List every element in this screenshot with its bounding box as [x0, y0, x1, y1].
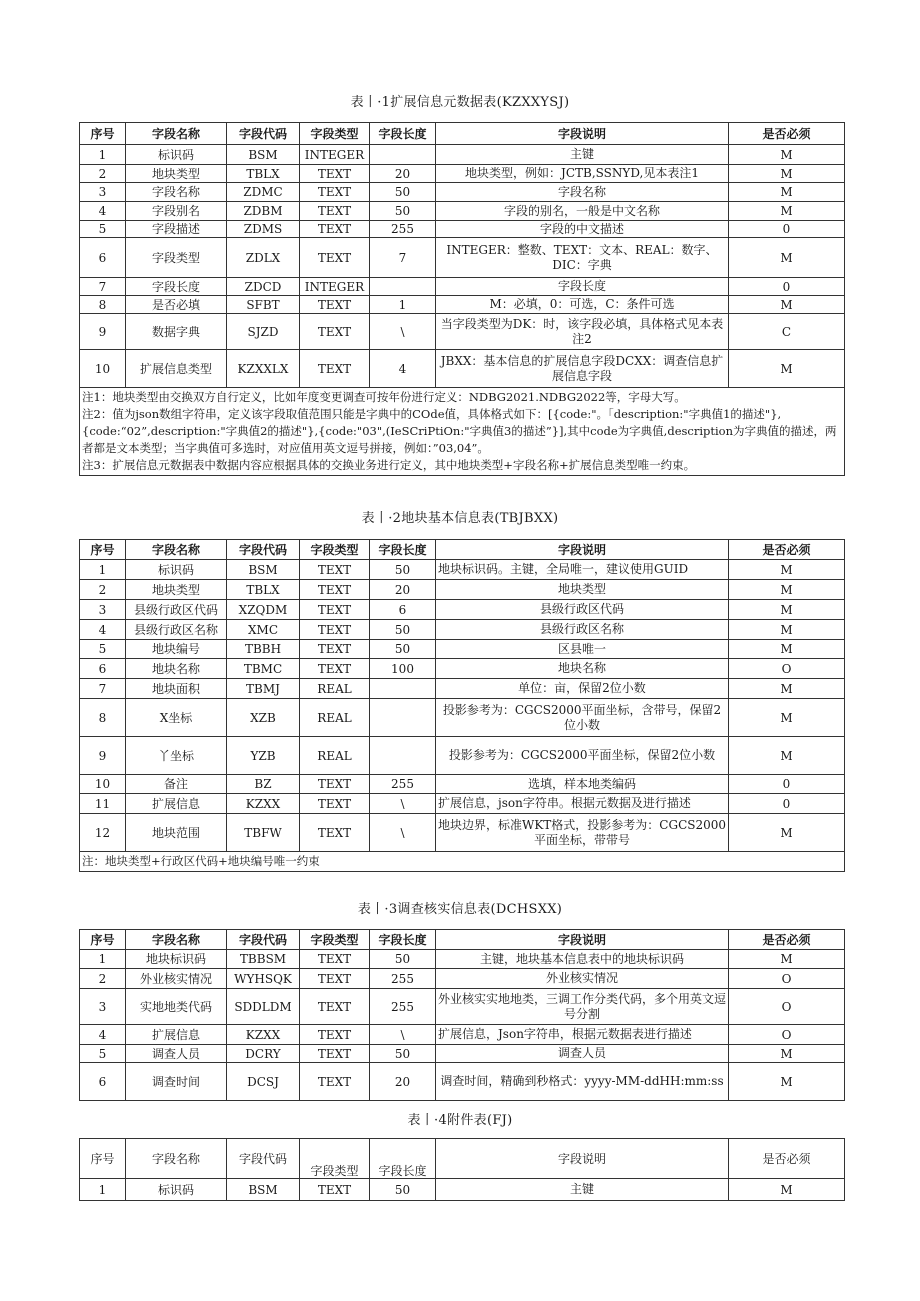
- parcel-basic-info-table: [79, 539, 845, 872]
- cell-description: 调查人员: [436, 1045, 729, 1063]
- cell-code: YZB: [227, 737, 300, 775]
- cell-length: 50: [370, 620, 436, 640]
- notes-row: [80, 388, 845, 476]
- header-cell: 字段长度: [370, 1139, 436, 1179]
- cell-length: 255: [370, 775, 436, 794]
- cell-type: REAL: [300, 679, 370, 699]
- cell-code: TBBSM: [227, 950, 300, 969]
- cell-code: KZXXLX: [227, 350, 300, 388]
- table-row: [80, 1025, 845, 1045]
- cell-required: M: [729, 580, 845, 600]
- cell-description: 区县唯一: [436, 640, 729, 659]
- table-row: [80, 989, 845, 1025]
- cell-type: TEXT: [300, 1025, 370, 1045]
- cell-code: KZXX: [227, 1025, 300, 1045]
- cell-type: TEXT: [300, 1179, 370, 1201]
- cell-index: 5: [80, 1045, 126, 1063]
- cell-name: 丫坐标: [126, 737, 227, 775]
- table-row: [80, 814, 845, 852]
- cell-code: DCSJ: [227, 1063, 300, 1101]
- cell-index: 6: [80, 659, 126, 679]
- cell-type: TEXT: [300, 775, 370, 794]
- cell-required: M: [729, 950, 845, 969]
- cell-required: M: [729, 699, 845, 737]
- cell-required: O: [729, 969, 845, 989]
- cell-name: 地块面积: [126, 679, 227, 699]
- cell-length: 50: [370, 202, 436, 221]
- header-cell: 序号: [80, 540, 126, 560]
- table-row: [80, 640, 845, 659]
- table-row: [80, 659, 845, 679]
- cell-code: BZ: [227, 775, 300, 794]
- table4-caption: 表丨·4附件表(FJ): [407, 1113, 513, 1128]
- cell-type: TEXT: [300, 314, 370, 350]
- header-cell: 字段代码: [227, 1139, 300, 1179]
- header-cell: 字段类型: [300, 540, 370, 560]
- cell-required: C: [729, 314, 845, 350]
- cell-description: 单位：亩，保留2位小数: [436, 679, 729, 699]
- cell-length: [370, 278, 436, 296]
- table1-caption: 表丨·1扩展信息元数据表(KZXXYSJ): [350, 95, 570, 110]
- table-row: [80, 314, 845, 350]
- cell-required: M: [729, 183, 845, 202]
- cell-code: XZQDM: [227, 600, 300, 620]
- metadata-table: [79, 122, 845, 476]
- cell-code: SFBT: [227, 296, 300, 314]
- cell-name: 地块范围: [126, 814, 227, 852]
- header-cell: 是否必须: [729, 1139, 845, 1179]
- cell-description: INTEGER：整数、TEXT：文本、REAL：数字、DIC：字典: [436, 238, 729, 278]
- cell-description: 外业核实情况: [436, 969, 729, 989]
- cell-type: TEXT: [300, 1045, 370, 1063]
- cell-description: 主键: [436, 145, 729, 165]
- cell-length: 50: [370, 1179, 436, 1201]
- table-row: [80, 737, 845, 775]
- cell-length: 100: [370, 659, 436, 679]
- cell-description: 主键: [436, 1179, 729, 1201]
- table-row: [80, 1179, 845, 1201]
- cell-type: TEXT: [300, 969, 370, 989]
- cell-name: 县级行政区名称: [126, 620, 227, 640]
- cell-length: [370, 145, 436, 165]
- cell-type: TEXT: [300, 640, 370, 659]
- cell-required: 0: [729, 775, 845, 794]
- cell-index: 11: [80, 794, 126, 814]
- cell-index: 8: [80, 296, 126, 314]
- cell-length: 255: [370, 221, 436, 238]
- cell-type: TEXT: [300, 1063, 370, 1101]
- table-row: [80, 183, 845, 202]
- cell-index: 10: [80, 350, 126, 388]
- cell-index: 6: [80, 238, 126, 278]
- cell-name: 数据字典: [126, 314, 227, 350]
- cell-required: O: [729, 1025, 845, 1045]
- table-row: [80, 1063, 845, 1101]
- cell-name: 地块名称: [126, 659, 227, 679]
- cell-description: 县级行政区代码: [436, 600, 729, 620]
- cell-code: TBFW: [227, 814, 300, 852]
- cell-name: 调查时间: [126, 1063, 227, 1101]
- cell-required: M: [729, 350, 845, 388]
- cell-required: M: [729, 600, 845, 620]
- header-row: [80, 540, 845, 560]
- cell-index: 2: [80, 165, 126, 183]
- cell-name: 字段长度: [126, 278, 227, 296]
- cell-name: 标识码: [126, 1179, 227, 1201]
- cell-code: SJZD: [227, 314, 300, 350]
- cell-required: M: [729, 814, 845, 852]
- cell-type: TEXT: [300, 296, 370, 314]
- cell-index: 4: [80, 202, 126, 221]
- header-cell: 字段长度: [370, 123, 436, 145]
- cell-required: M: [729, 1179, 845, 1201]
- header-cell: 是否必须: [729, 123, 845, 145]
- header-cell: 字段代码: [227, 540, 300, 560]
- notes-row: [80, 852, 845, 872]
- table-row: [80, 699, 845, 737]
- header-cell: 是否必须: [729, 540, 845, 560]
- cell-length: \: [370, 1025, 436, 1045]
- cell-required: M: [729, 620, 845, 640]
- cell-required: M: [729, 1063, 845, 1101]
- cell-name: 字段别名: [126, 202, 227, 221]
- cell-required: M: [729, 679, 845, 699]
- cell-name: 地块编号: [126, 640, 227, 659]
- cell-description: 字段名称: [436, 183, 729, 202]
- cell-name: 调查人员: [126, 1045, 227, 1063]
- cell-index: 3: [80, 183, 126, 202]
- table-row: [80, 238, 845, 278]
- table-row: [80, 580, 845, 600]
- cell-name: 是否必填: [126, 296, 227, 314]
- cell-type: TEXT: [300, 580, 370, 600]
- cell-code: TBBH: [227, 640, 300, 659]
- cell-index: 2: [80, 969, 126, 989]
- cell-description: 扩展信息，Json字符串，根据元数据表进行描述: [436, 1025, 729, 1045]
- table-row: [80, 296, 845, 314]
- cell-description: 投影参考为：CGCS2000平面坐标，含带号，保留2位小数: [436, 699, 729, 737]
- cell-description: 地块类型，例如：JCTB,SSNYD,见本表注1: [436, 165, 729, 183]
- table-row: [80, 165, 845, 183]
- cell-name: 字段类型: [126, 238, 227, 278]
- cell-name: 字段名称: [126, 183, 227, 202]
- cell-index: 12: [80, 814, 126, 852]
- cell-type: TEXT: [300, 238, 370, 278]
- cell-description: 字段的别名，一般是中文名称: [436, 202, 729, 221]
- cell-required: 0: [729, 278, 845, 296]
- cell-index: 1: [80, 560, 126, 580]
- cell-code: BSM: [227, 560, 300, 580]
- cell-required: 0: [729, 794, 845, 814]
- cell-length: 50: [370, 560, 436, 580]
- header-row: [80, 1139, 845, 1179]
- cell-description: 地块类型: [436, 580, 729, 600]
- cell-type: TEXT: [300, 794, 370, 814]
- cell-length: 20: [370, 580, 436, 600]
- attachment-table: [79, 1138, 845, 1201]
- table2-caption: 表丨·2地块基本信息表(TBJBXX): [361, 511, 559, 526]
- cell-type: REAL: [300, 737, 370, 775]
- note-2: 注2：值为json数组字符串，定义该字段取值范围只能是字典中的COde值，具体格式如下：[{code:"。「description:"字典值1的描述"},{code:“02”,description:"字典值2的描述"},{code:"03",(IeSCriPtiOn:"字典值3的描述”}],其中code为字典值,description为字典值的描述，两者都是文本类型；当字典值可多选时，对应值用英文逗号拼接，例如：”03,04”。: [82, 407, 837, 455]
- cell-index: 7: [80, 278, 126, 296]
- cell-type: REAL: [300, 699, 370, 737]
- header-cell: 字段名称: [126, 123, 227, 145]
- cell-name: 地块类型: [126, 580, 227, 600]
- cell-length: [370, 679, 436, 699]
- cell-type: TEXT: [300, 350, 370, 388]
- table-row: [80, 969, 845, 989]
- cell-length: [370, 737, 436, 775]
- cell-name: 备注: [126, 775, 227, 794]
- cell-index: 5: [80, 640, 126, 659]
- cell-index: 7: [80, 679, 126, 699]
- cell-length: 4: [370, 350, 436, 388]
- cell-description: 当字段类型为DK：时，该字段必填，具体格式见本表注2: [436, 314, 729, 350]
- cell-name: 扩展信息类型: [126, 350, 227, 388]
- cell-required: M: [729, 560, 845, 580]
- cell-name: 扩展信息: [126, 1025, 227, 1045]
- cell-type: TEXT: [300, 183, 370, 202]
- cell-required: O: [729, 989, 845, 1025]
- notes-cell: [80, 388, 845, 476]
- cell-required: M: [729, 737, 845, 775]
- table-row: [80, 950, 845, 969]
- cell-type: INTEGER: [300, 278, 370, 296]
- table-row: [80, 145, 845, 165]
- header-cell: 字段名称: [126, 930, 227, 950]
- note-3: 注3：扩展信息元数据表中数据内容应根据具体的交换业务进行定义，其中地块类型+字段名称+扩展信息类型唯一约束。: [82, 458, 696, 472]
- cell-description: 县级行政区名称: [436, 620, 729, 640]
- table-row: [80, 202, 845, 221]
- cell-name: 扩展信息: [126, 794, 227, 814]
- cell-type: TEXT: [300, 165, 370, 183]
- cell-type: TEXT: [300, 221, 370, 238]
- cell-description: 字段长度: [436, 278, 729, 296]
- cell-index: 2: [80, 580, 126, 600]
- table-row: [80, 221, 845, 238]
- table-row: [80, 1045, 845, 1063]
- cell-length: 20: [370, 1063, 436, 1101]
- cell-description: 调查时间，精确到秒格式：yyyy-MM-ddHH:mm:ss: [436, 1063, 729, 1101]
- cell-required: M: [729, 640, 845, 659]
- cell-description: 投影参考为：CGCS2000平面坐标，保留2位小数: [436, 737, 729, 775]
- header-cell: 序号: [80, 1139, 126, 1179]
- cell-description: M：必填，0：可选，C：条件可选: [436, 296, 729, 314]
- cell-index: 5: [80, 221, 126, 238]
- cell-length: 6: [370, 600, 436, 620]
- cell-index: 1: [80, 1179, 126, 1201]
- table-row: [80, 600, 845, 620]
- cell-required: M: [729, 165, 845, 183]
- header-cell: 是否必须: [729, 930, 845, 950]
- header-row: [80, 930, 845, 950]
- cell-length: 7: [370, 238, 436, 278]
- cell-code: ZDBM: [227, 202, 300, 221]
- cell-code: ZDLX: [227, 238, 300, 278]
- cell-name: 标识码: [126, 145, 227, 165]
- cell-required: M: [729, 296, 845, 314]
- cell-length: \: [370, 814, 436, 852]
- header-cell: 字段类型: [300, 123, 370, 145]
- cell-description: 地块名称: [436, 659, 729, 679]
- header-row: [80, 123, 845, 145]
- cell-required: M: [729, 145, 845, 165]
- header-cell: 字段说明: [436, 540, 729, 560]
- cell-index: 8: [80, 699, 126, 737]
- table-row: [80, 794, 845, 814]
- cell-type: TEXT: [300, 989, 370, 1025]
- header-cell: 字段说明: [436, 1139, 729, 1179]
- cell-description: JBXX：基本信息的扩展信息字段DCXX：调查信息扩展信息字段: [436, 350, 729, 388]
- cell-type: TEXT: [300, 560, 370, 580]
- cell-name: X坐标: [126, 699, 227, 737]
- header-cell: 字段类型: [300, 930, 370, 950]
- cell-code: BSM: [227, 1179, 300, 1201]
- cell-length: [370, 699, 436, 737]
- cell-index: 3: [80, 989, 126, 1025]
- header-cell: 字段说明: [436, 123, 729, 145]
- cell-code: WYHSQK: [227, 969, 300, 989]
- cell-length: 50: [370, 950, 436, 969]
- header-cell: 字段长度: [370, 540, 436, 560]
- note-1: 注1：地块类型由交换双方自行定义，比如年度变更调查可按年份进行定义：NDBG2021.NDBG2022等，字母大写。: [82, 390, 686, 404]
- cell-code: ZDCD: [227, 278, 300, 296]
- cell-name: 地块类型: [126, 165, 227, 183]
- cell-required: M: [729, 238, 845, 278]
- table-row: [80, 620, 845, 640]
- cell-required: 0: [729, 221, 845, 238]
- header-cell: 字段名称: [126, 1139, 227, 1179]
- cell-length: 50: [370, 183, 436, 202]
- cell-length: 1: [370, 296, 436, 314]
- cell-code: ZDMS: [227, 221, 300, 238]
- cell-required: M: [729, 1045, 845, 1063]
- header-cell: 字段类型: [300, 1139, 370, 1179]
- cell-code: TBLX: [227, 165, 300, 183]
- cell-index: 6: [80, 1063, 126, 1101]
- cell-description: 字段的中文描述: [436, 221, 729, 238]
- cell-name: 地块标识码: [126, 950, 227, 969]
- table-row: [80, 560, 845, 580]
- cell-index: 3: [80, 600, 126, 620]
- cell-type: TEXT: [300, 620, 370, 640]
- note: 注：地块类型+行政区代码+地块编号唯一约束: [80, 852, 845, 872]
- cell-type: INTEGER: [300, 145, 370, 165]
- cell-description: 外业核实实地地类，三调工作分类代码，多个用英文逗号分割: [436, 989, 729, 1025]
- table-row: [80, 679, 845, 699]
- header-cell: 序号: [80, 930, 126, 950]
- cell-code: TBLX: [227, 580, 300, 600]
- header-cell: 字段说明: [436, 930, 729, 950]
- cell-type: TEXT: [300, 950, 370, 969]
- cell-type: TEXT: [300, 600, 370, 620]
- cell-code: XZB: [227, 699, 300, 737]
- cell-type: TEXT: [300, 659, 370, 679]
- cell-name: 标识码: [126, 560, 227, 580]
- cell-length: 255: [370, 989, 436, 1025]
- cell-length: \: [370, 794, 436, 814]
- cell-index: 1: [80, 950, 126, 969]
- cell-type: TEXT: [300, 814, 370, 852]
- table3-caption: 表丨·3调查核实信息表(DCHSXX): [357, 902, 563, 917]
- cell-index: 4: [80, 620, 126, 640]
- cell-type: TEXT: [300, 202, 370, 221]
- cell-name: 外业核实情况: [126, 969, 227, 989]
- header-cell: 字段代码: [227, 930, 300, 950]
- survey-verification-table: [79, 929, 845, 1101]
- table-row: [80, 278, 845, 296]
- cell-name: 字段描述: [126, 221, 227, 238]
- cell-code: KZXX: [227, 794, 300, 814]
- cell-index: 4: [80, 1025, 126, 1045]
- cell-code: BSM: [227, 145, 300, 165]
- header-cell: 字段代码: [227, 123, 300, 145]
- cell-code: SDDLDM: [227, 989, 300, 1025]
- cell-length: \: [370, 314, 436, 350]
- cell-code: TBMJ: [227, 679, 300, 699]
- table-row: [80, 775, 845, 794]
- header-cell: 字段名称: [126, 540, 227, 560]
- cell-length: 50: [370, 1045, 436, 1063]
- cell-description: 主键，地块基本信息表中的地块标识码: [436, 950, 729, 969]
- cell-index: 10: [80, 775, 126, 794]
- cell-required: O: [729, 659, 845, 679]
- cell-length: 20: [370, 165, 436, 183]
- cell-description: 地块标识码。主键，全局唯一，建议使用GUID: [436, 560, 729, 580]
- cell-description: 扩展信息，json字符串。根据元数据及进行描述: [436, 794, 729, 814]
- cell-index: 1: [80, 145, 126, 165]
- table-row: [80, 350, 845, 388]
- cell-code: ZDMC: [227, 183, 300, 202]
- cell-code: DCRY: [227, 1045, 300, 1063]
- cell-name: 实地地类代码: [126, 989, 227, 1025]
- header-cell: 字段长度: [370, 930, 436, 950]
- cell-description: 选填，样本地类编码: [436, 775, 729, 794]
- cell-code: XMC: [227, 620, 300, 640]
- cell-name: 县级行政区代码: [126, 600, 227, 620]
- cell-length: 255: [370, 969, 436, 989]
- cell-index: 9: [80, 314, 126, 350]
- cell-index: 9: [80, 737, 126, 775]
- cell-required: M: [729, 202, 845, 221]
- header-cell: 序号: [80, 123, 126, 145]
- cell-code: TBMC: [227, 659, 300, 679]
- cell-length: 50: [370, 640, 436, 659]
- cell-description: 地块边界，标准WKT格式，投影参考为：CGCS2000平面坐标，带带号: [436, 814, 729, 852]
